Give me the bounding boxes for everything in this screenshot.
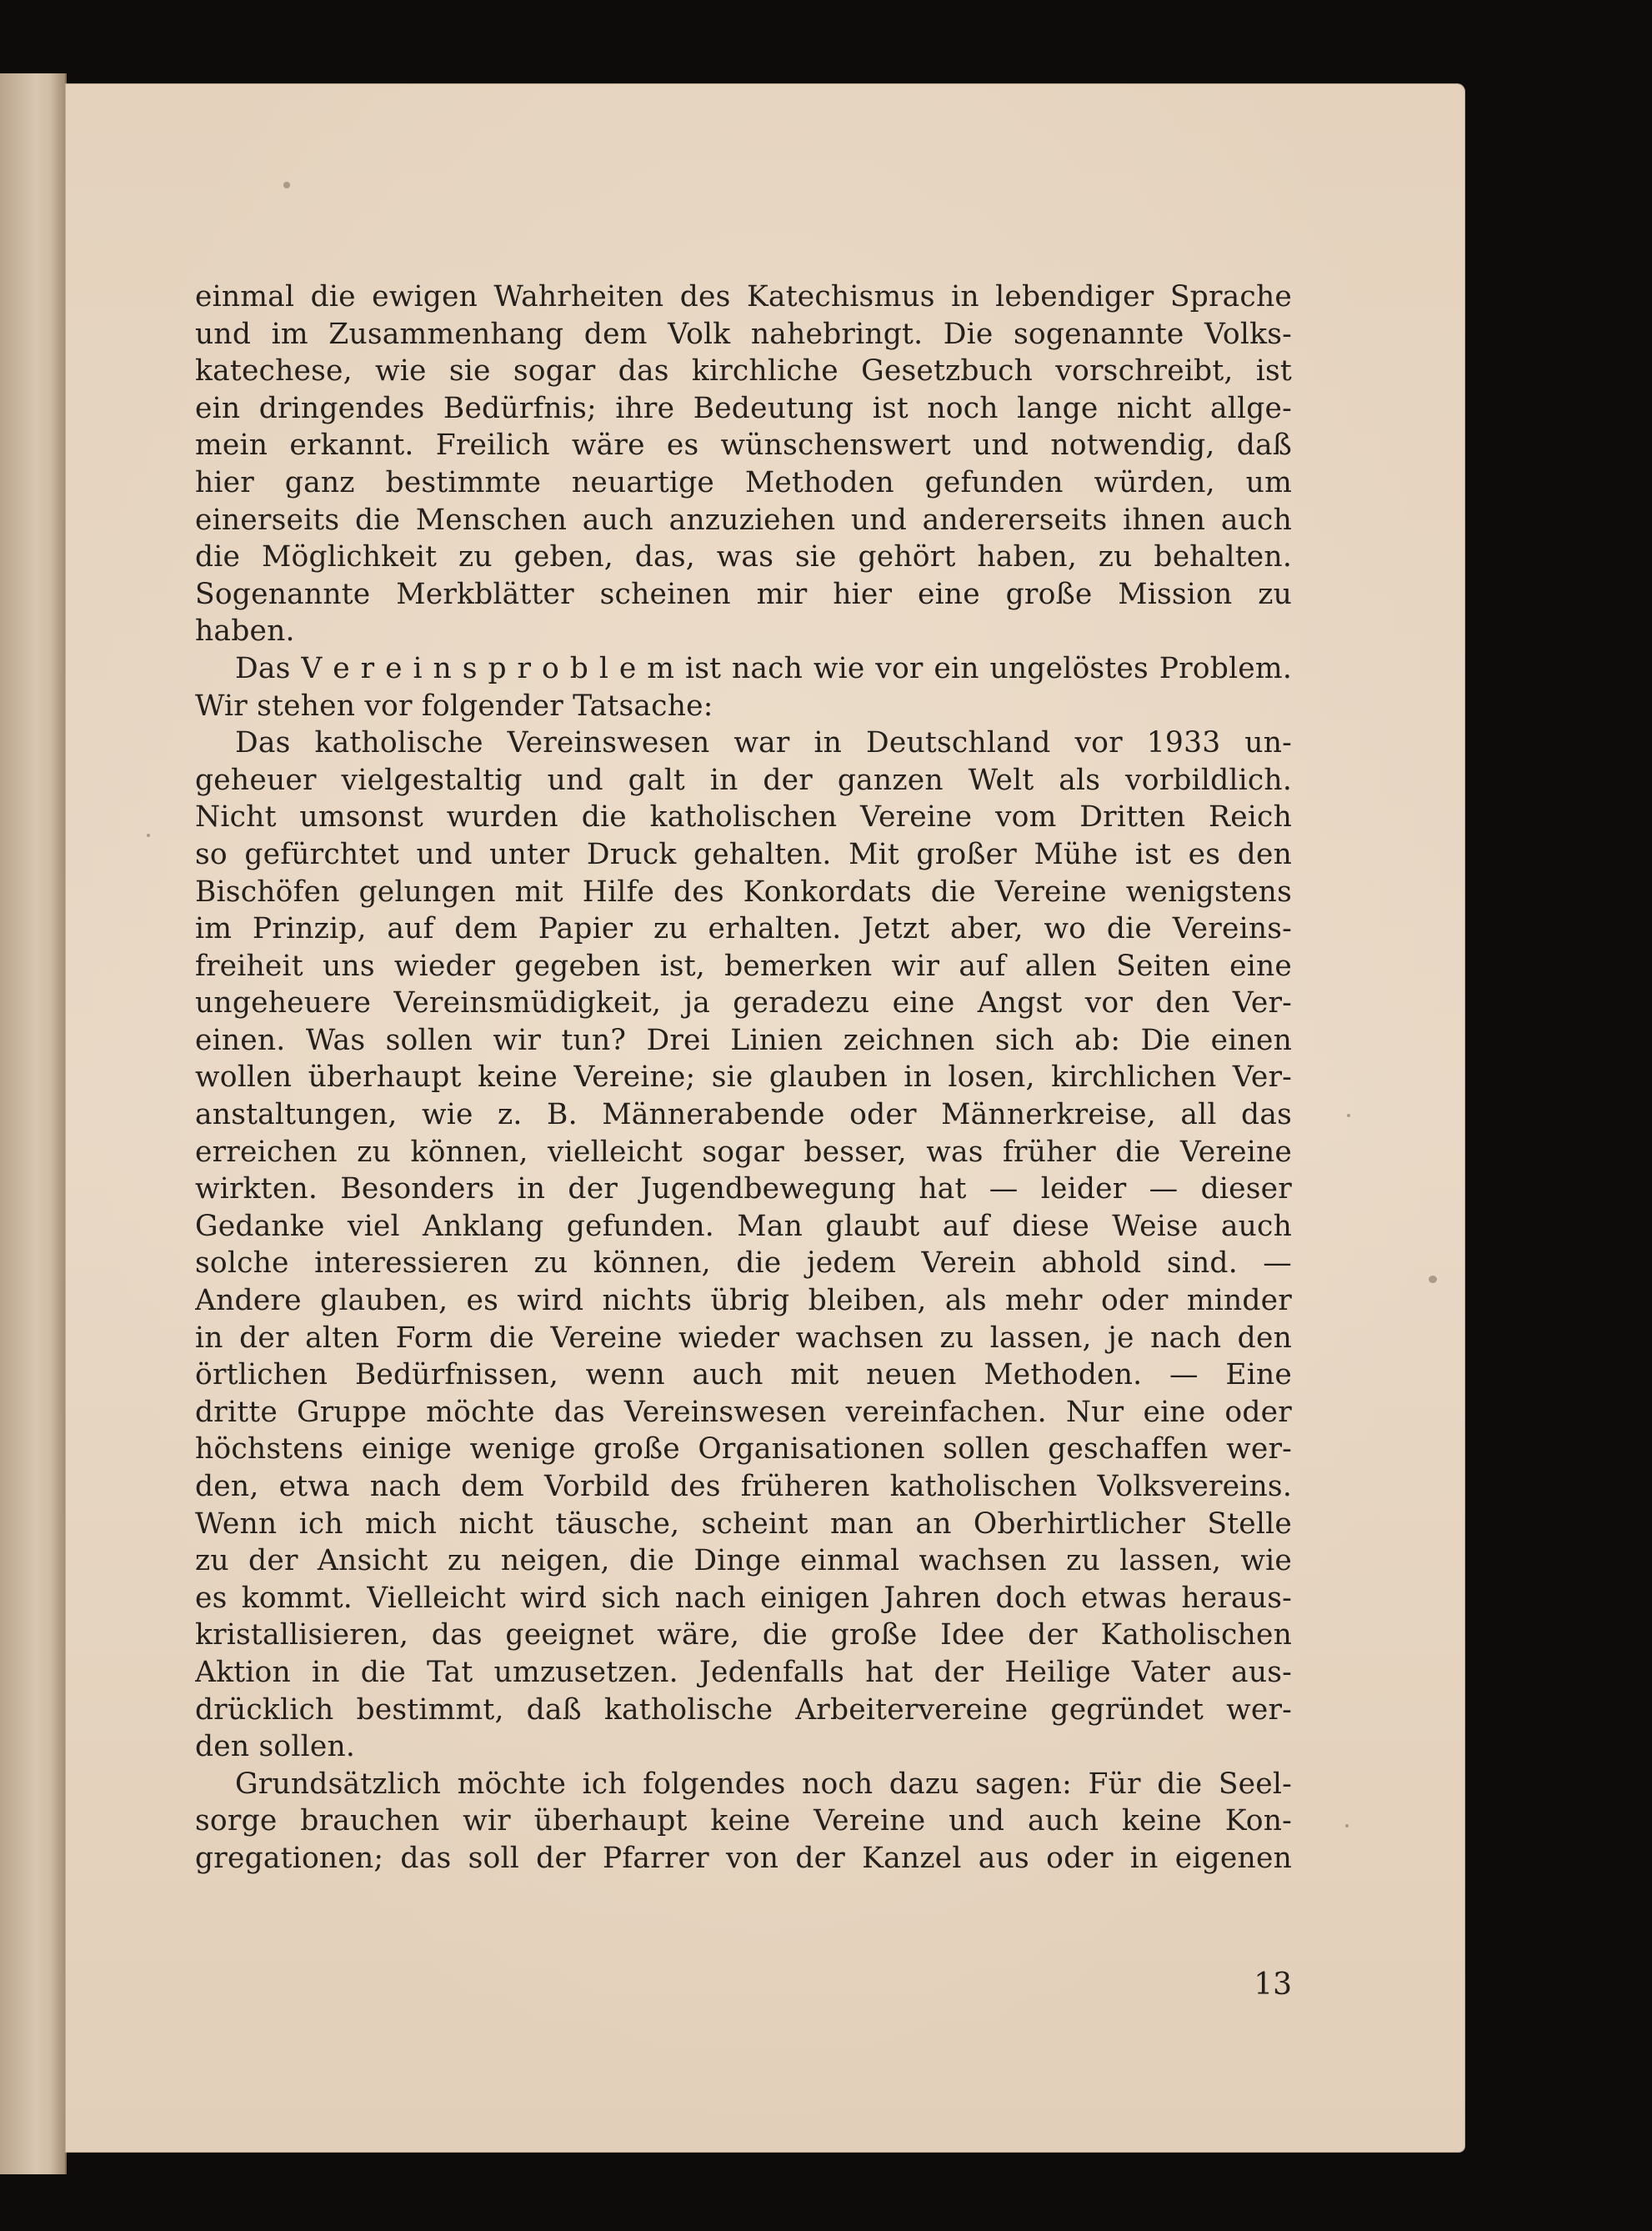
text-line: höchstens einige wenige große Organisationen sollen geschaffen wer- xyxy=(195,1432,1292,1466)
paper-speck xyxy=(1345,1824,1349,1827)
text-line: sorge brauchen wir überhaupt keine Vereine und auch keine Kon- xyxy=(195,1804,1292,1838)
text-line: Gedanke viel Anklang gefunden. Man glaubt auf diese Weise auch xyxy=(195,1209,1292,1243)
text-line: hier ganz bestimmte neuartige Methoden gefunden würden, um xyxy=(195,465,1292,499)
text-line: dritte Gruppe möchte das Vereinswesen vereinfachen. Nur eine oder xyxy=(195,1395,1292,1429)
paper-speck xyxy=(283,182,290,188)
text-line: Das V e r e i n s p r o b l e m ist nach wie vor ein ungelöstes Problem. xyxy=(235,651,1292,685)
text-line: einmal die ewigen Wahrheiten des Katechismus in lebendiger Sprache xyxy=(195,280,1292,313)
text-line: in der alten Form die Vereine wieder wachsen zu lassen, je nach den xyxy=(195,1321,1292,1355)
book-page xyxy=(65,83,1465,2153)
text-line: solche interessieren zu können, die jedem Verein abhold sind. — xyxy=(195,1246,1292,1281)
text-line: es kommt. Vielleicht wird sich nach einigen Jahren doch etwas heraus- xyxy=(195,1581,1292,1615)
text-line: einerseits die Menschen auch anzuziehen und andererseits ihnen auch xyxy=(195,503,1292,537)
text-line: Das katholische Vereinswesen war in Deutschland vor 1933 un- xyxy=(235,726,1292,760)
paper-speck xyxy=(1429,1276,1437,1283)
text-line: geheuer vielgestaltig und galt in der ganzen Welt als vorbildlich. xyxy=(195,763,1292,797)
text-line: gregationen; das soll der Pfarrer von der Kanzel aus oder in eigenen xyxy=(195,1841,1292,1875)
text-line: ein dringendes Bedürfnis; ihre Bedeutung ist noch lange nicht allge- xyxy=(195,391,1292,425)
text-line: mein erkannt. Freilich wäre es wünschenswert und notwendig, daß xyxy=(195,429,1292,463)
text-line: und im Zusammenhang dem Volk nahebringt. Die sogenannte Volks- xyxy=(195,317,1292,351)
text-line: Wir stehen vor folgender Tatsache: xyxy=(195,689,713,723)
text-line: ungeheuere Vereinsmüdigkeit, ja geradezu eine Angst vor den Ver- xyxy=(195,986,1292,1020)
text-line: wollen überhaupt keine Vereine; sie glauben in losen, kirchlichen Ver- xyxy=(195,1060,1292,1095)
text-line: Wenn ich mich nicht täusche, scheint man an Oberhirtlicher Stelle xyxy=(195,1507,1292,1541)
text-line: anstaltungen, wie z. B. Männerabende oder Männerkreise, all das xyxy=(195,1098,1292,1132)
text-line: im Prinzip, auf dem Papier zu erhalten. Jetzt aber, wo die Vereins- xyxy=(195,912,1292,946)
text-line: Grundsätzlich möchte ich folgendes noch dazu sagen: Für die Seel- xyxy=(235,1767,1292,1801)
text-line: Andere glauben, es wird nichts übrig bleiben, als mehr oder minder xyxy=(195,1284,1292,1318)
text-line: haben. xyxy=(195,614,295,649)
text-line: drücklich bestimmt, daß katholische Arbeitervereine gegründet wer- xyxy=(195,1692,1292,1727)
text-line: örtlichen Bedürfnissen, wenn auch mit neuen Methoden. — Eine xyxy=(195,1358,1292,1392)
text-line: Aktion in die Tat umzusetzen. Jedenfalls hat der Heilige Vater aus- xyxy=(195,1655,1292,1689)
page-number: 13 xyxy=(1254,1968,1292,2002)
text-line: freiheit uns wieder gegeben ist, bemerken wir auf allen Seiten eine xyxy=(195,949,1292,983)
facing-page-edge xyxy=(0,73,67,2174)
text-line: die Möglichkeit zu geben, das, was sie gehört haben, zu behalten. xyxy=(195,540,1292,574)
text-line: zu der Ansicht zu neigen, die Dinge einmal wachsen zu lassen, wie xyxy=(195,1544,1292,1578)
text-line: den, etwa nach dem Vorbild des früheren katholischen Volksvereins. xyxy=(195,1470,1292,1503)
text-line: katechese, wie sie sogar das kirchliche Gesetzbuch vorschreibt, ist xyxy=(195,354,1292,389)
text-line: einen. Was sollen wir tun? Drei Linien zeichnen sich ab: Die einen xyxy=(195,1023,1292,1057)
text-line: kristallisieren, das geeignet wäre, die große Idee der Katholischen xyxy=(195,1618,1292,1652)
text-line: den sollen. xyxy=(195,1730,356,1764)
text-line: erreichen zu können, vielleicht sogar besser, was früher die Vereine xyxy=(195,1135,1292,1169)
text-line: so gefürchtet und unter Druck gehalten. Mit großer Mühe ist es den xyxy=(195,837,1292,871)
text-line: wirkten. Besonders in der Jugendbewegung hat — leider — dieser xyxy=(195,1172,1292,1206)
text-line: Bischöfen gelungen mit Hilfe des Konkordats die Vereine wenigstens xyxy=(195,875,1292,909)
text-line: Sogenannte Merkblätter scheinen mir hier eine große Mission zu xyxy=(195,577,1292,611)
body-text xyxy=(195,278,1292,1878)
paper-speck xyxy=(1347,1114,1350,1117)
text-line: Nicht umsonst wurden die katholischen Vereine vom Dritten Reich xyxy=(195,800,1292,835)
paper-speck xyxy=(147,834,150,837)
